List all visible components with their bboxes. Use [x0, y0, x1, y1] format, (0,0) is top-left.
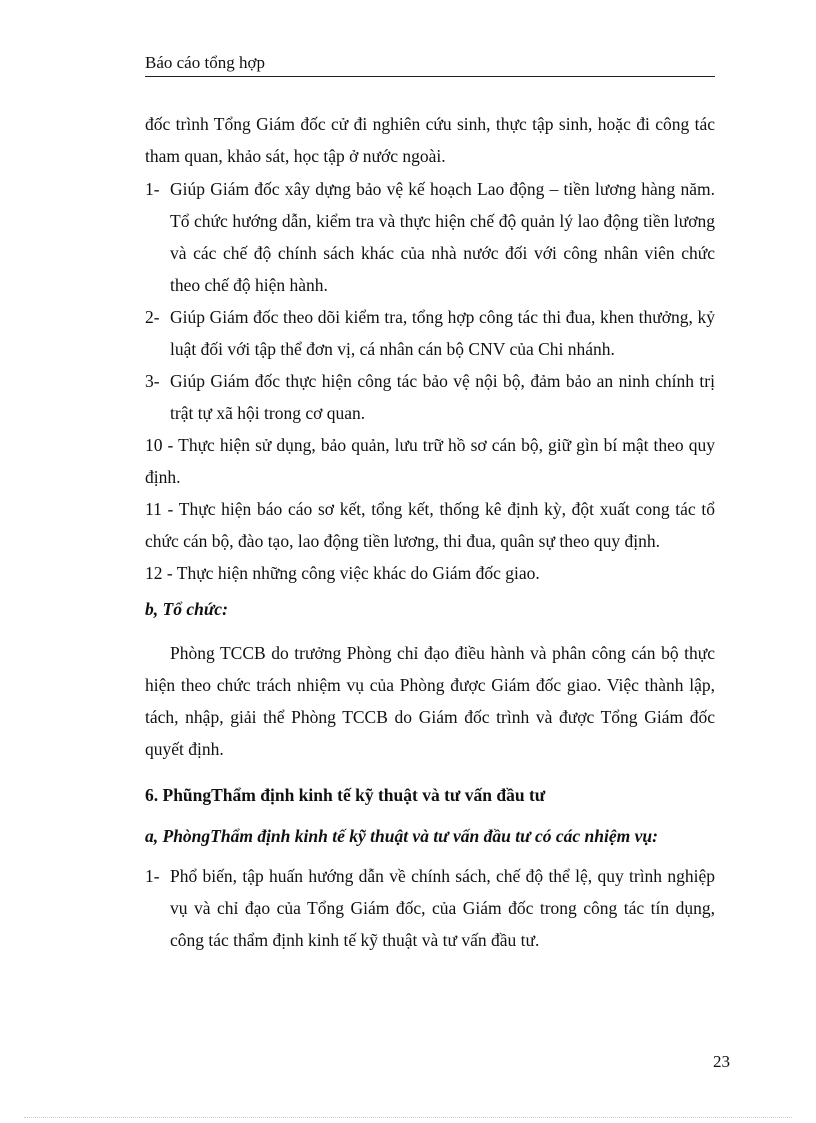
section-heading-6: 6. PhũngThẩm định kinh tế kỹ thuật và tư vấn đầu tư [145, 785, 546, 805]
list-item-text: Phổ biến, tập huấn hướng dẫn về chính sách, chế độ thể lệ, quy trình nghiệp vụ và chỉ đạo của Tổng Giám đốc, của Giám đốc trong công tác tín dụng, công tác thẩm định kinh tế kỹ thuật và tư vấn đầu tư. [170, 866, 715, 950]
list-number: 3- [145, 371, 160, 391]
page-bottom-divider [24, 1117, 792, 1118]
list-item [145, 301, 715, 365]
list-item-text: Giúp Giám đốc thực hiện công tác bảo vệ nội bộ, đảm bảo an ninh chính trị trật tự xã hội trong cơ quan. [170, 371, 715, 423]
paragraph-item-11: 11 - Thực hiện báo cáo sơ kết, tổng kết, thống kê định kỳ, đột xuất cong tác tổ chức cán bộ, đào tạo, lao động tiền lương, thi đua, quân sự theo quy định. [145, 499, 715, 551]
page-header [145, 52, 715, 77]
paragraph-organization: Phòng TCCB do trưởng Phòng chỉ đạo điều hành và phân công cán bộ thực hiện theo chức trách nhiệm vụ của Phòng được Giám đốc giao. Việc thành lập, tách, nhập, giải thể Phòng TCCB do Giám đốc trình và được Tổng Giám đốc quyết định. [145, 643, 715, 759]
page-number: 23 [713, 1052, 730, 1071]
list-item-text: Giúp Giám đốc xây dựng bảo vệ kế hoạch Lao động – tiền lương hàng năm. Tổ chức hướng dẫn, kiểm tra và thực hiện chế độ quản lý lao động tiền lương và các chế độ chính sách khác của nhà nước đối với công nhân viên chức theo chế độ hiện hành. [170, 179, 715, 295]
paragraph-continuation: đốc trình Tổng Giám đốc cử đi nghiên cứu sinh, thực tập sinh, hoặc đi công tác tham quan, khảo sát, học tập ở nước ngoài. [145, 114, 715, 166]
list-item-text: Giúp Giám đốc theo dõi kiểm tra, tổng hợp công tác thi đua, khen thưởng, kỷ luật đối với tập thể đơn vị, cá nhân cán bộ CNV của Chi nhánh. [170, 307, 715, 359]
section-heading-a: a, PhòngThẩm định kinh tế kỹ thuật và tư vấn đầu tư có các nhiệm vụ: [145, 826, 658, 846]
list-item [145, 365, 715, 429]
section-heading-b: b, Tổ chức: [145, 599, 228, 619]
paragraph-item-12: 12 - Thực hiện những công việc khác do Giám đốc giao. [145, 563, 540, 583]
list-number: 2- [145, 307, 160, 327]
list-number: 1- [145, 179, 160, 199]
paragraph-item-10: 10 - Thực hiện sử dụng, bảo quản, lưu trữ hồ sơ cán bộ, giữ gìn bí mật theo quy định. [145, 435, 715, 487]
list-item [145, 860, 715, 956]
header-title: Báo cáo tổng hợp [145, 53, 265, 72]
list-number: 1- [145, 866, 160, 886]
document-body [145, 108, 715, 956]
list-item [145, 173, 715, 301]
